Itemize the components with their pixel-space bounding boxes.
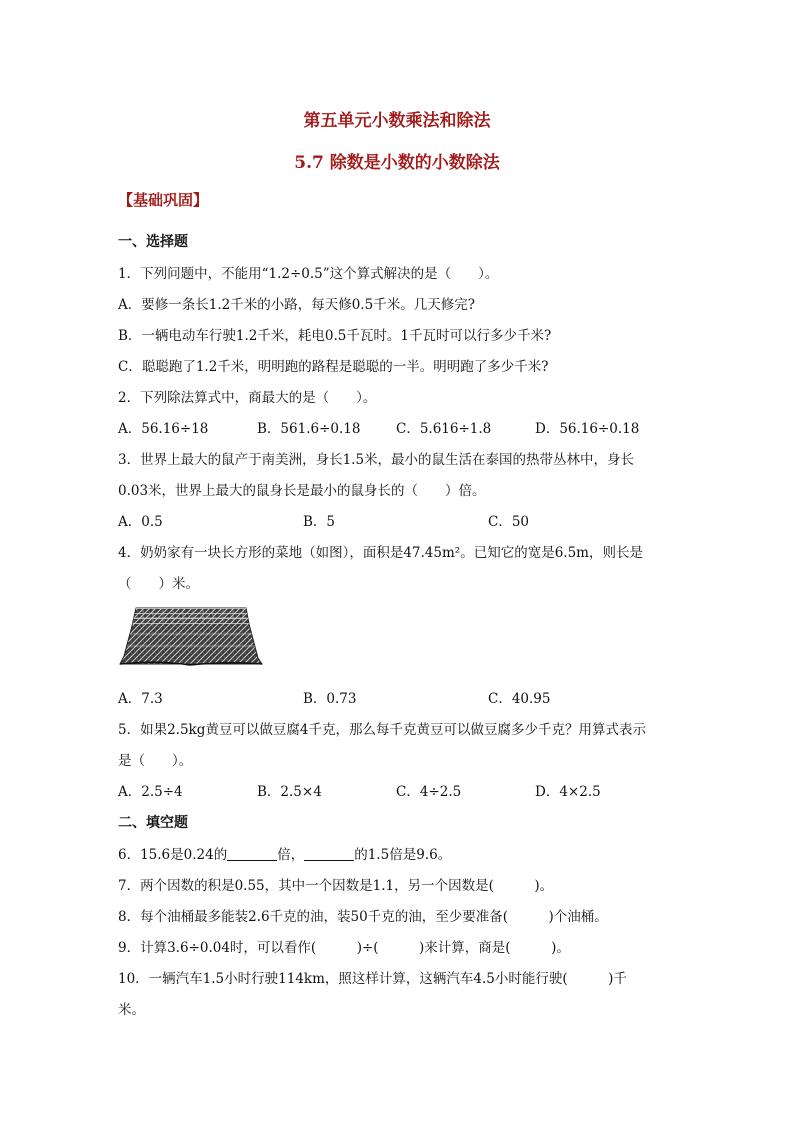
vegetable-field-image bbox=[118, 604, 264, 668]
q10-line2: 米。 bbox=[118, 1002, 145, 1018]
choice-heading: 一、选择题 bbox=[118, 234, 188, 250]
q6-blank-1[interactable] bbox=[227, 847, 277, 861]
q2-option-c: C．5.616÷1.8 bbox=[396, 421, 492, 437]
fill-heading: 二、填空题 bbox=[118, 815, 188, 831]
q6-blank-2[interactable] bbox=[304, 847, 354, 861]
q5-option-d: D．4×2.5 bbox=[535, 784, 601, 800]
q2-stem: 2．下列除法算式中，商最大的是（ ）。 bbox=[118, 390, 377, 406]
q5-stem-line2: 是（ ）。 bbox=[118, 753, 193, 769]
q6-line bbox=[118, 843, 451, 863]
lesson-title: 5.7 除数是小数的小数除法 bbox=[294, 153, 500, 173]
q3-option-a: A．0.5 bbox=[118, 514, 163, 530]
q4-stem-line2: （ ）米。 bbox=[118, 576, 199, 592]
q6-part-c: 的1.5倍是9.6。 bbox=[354, 847, 452, 863]
unit-title: 第五单元小数乘法和除法 bbox=[303, 111, 491, 131]
q3-stem-line2: 0.03米，世界上最大的鼠身长是最小的鼠身长的（ ）倍。 bbox=[118, 483, 486, 499]
q6-part-a: 6．15.6是0.24的 bbox=[118, 847, 228, 863]
q5-option-c: C．4÷2.5 bbox=[396, 784, 462, 800]
q1-option-a: A．要修一条长1.2千米的小路，每天修0.5千米。几天修完? bbox=[118, 297, 475, 313]
q10-line1: 10．一辆汽车1.5小时行驶114km，照这样计算，这辆汽车4.5小时能行驶( )千 bbox=[118, 971, 627, 987]
q5-option-a: A．2.5÷4 bbox=[118, 784, 183, 800]
q3-stem-line1: 3．世界上最大的鼠产于南美洲，身长1.5米，最小的鼠生活在泰国的热带丛林中，身长 bbox=[118, 452, 635, 468]
q5-stem-line1: 5．如果2.5kg黄豆可以做豆腐4千克，那么每千克黄豆可以做豆腐多少千克？用算式表示 bbox=[118, 722, 646, 738]
q1-option-b: B．一辆电动车行驶1.2千米，耗电0.5千瓦时。1千瓦时可以行多少千米? bbox=[118, 328, 552, 344]
q3-option-b: B．5 bbox=[303, 514, 336, 530]
q2-option-b: B．561.6÷0.18 bbox=[257, 421, 361, 437]
q4-stem-line1: 4．奶奶家有一块长方形的菜地（如图），面积是47.45m²。已知它的宽是6.5m，则长是 bbox=[118, 545, 643, 561]
q2-option-d: D．56.16÷0.18 bbox=[535, 421, 640, 437]
q8-line: 8．每个油桶最多能装2.6千克的油，装50千克的油，至少要准备( )个油桶。 bbox=[118, 909, 608, 925]
q1-stem: 1．下列问题中，不能用“1.2÷0.5”这个算式解决的是（ ）。 bbox=[118, 266, 499, 282]
q9-line: 9．计算3.6÷0.04时，可以看作( )÷( )来计算，商是( )。 bbox=[118, 940, 570, 956]
q7-line: 7．两个因数的积是0.55，其中一个因数是1.1，另一个因数是( )。 bbox=[118, 878, 554, 894]
q2-option-a: A．56.16÷18 bbox=[118, 421, 209, 437]
section-label: 【基础巩固】 bbox=[118, 191, 209, 209]
q1-option-c: C．聪聪跑了1.2千米，明明跑的路程是聪聪的一半。明明跑了多少千米? bbox=[118, 359, 549, 375]
q4-option-a: A．7.3 bbox=[118, 691, 163, 707]
q4-option-b: B．0.73 bbox=[303, 691, 357, 707]
q6-part-b: 倍， bbox=[277, 847, 305, 863]
q3-option-c: C．50 bbox=[488, 514, 530, 530]
q5-option-b: B．2.5×4 bbox=[257, 784, 322, 800]
q4-option-c: C．40.95 bbox=[488, 691, 551, 707]
